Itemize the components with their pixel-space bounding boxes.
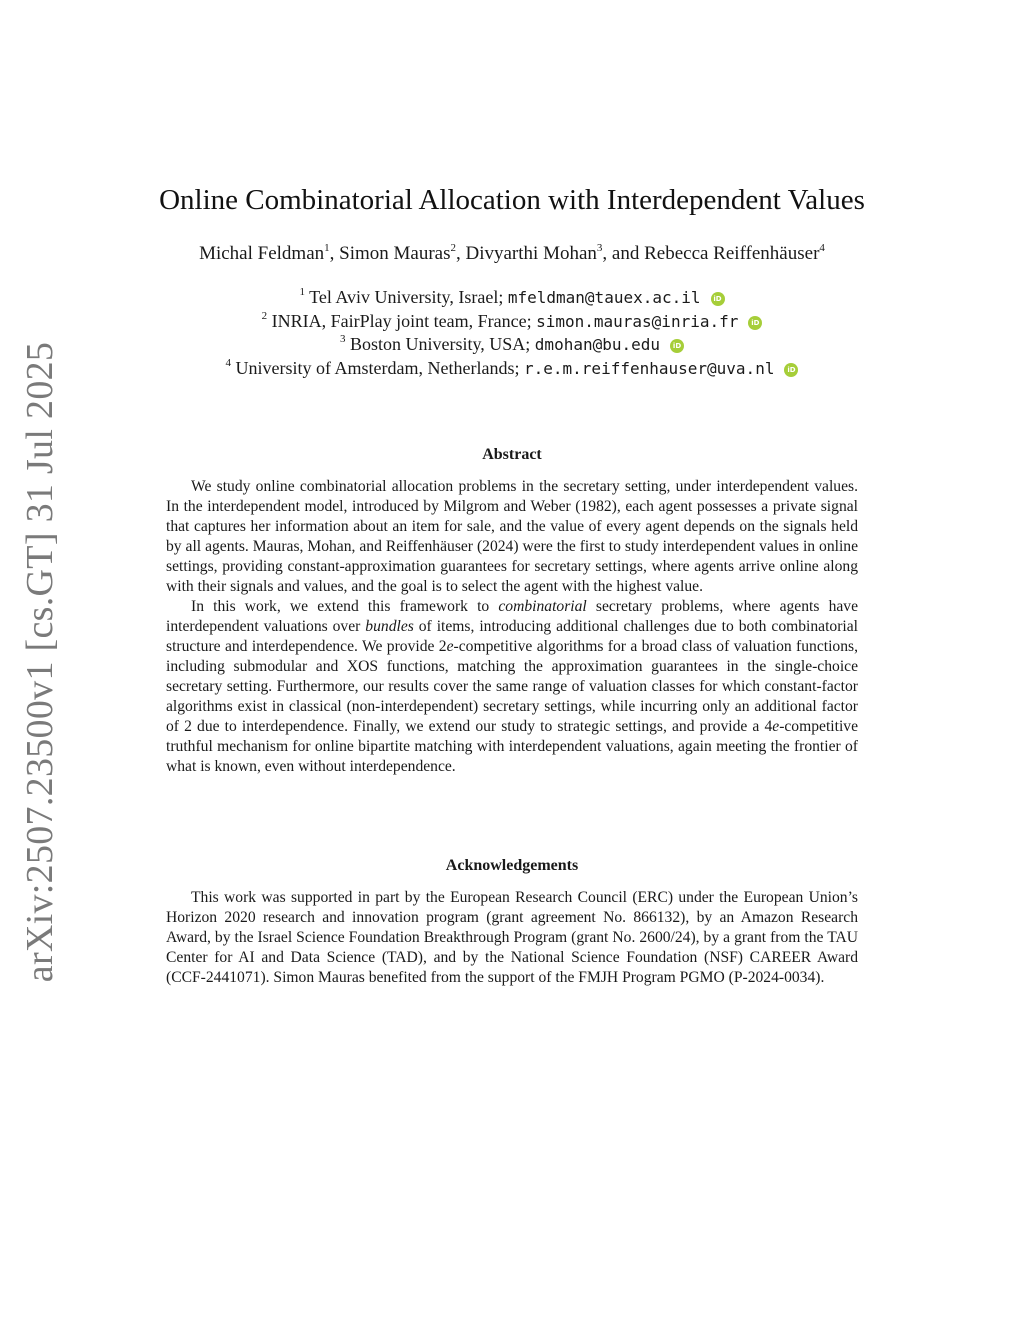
abstract-heading: Abstract <box>482 446 542 463</box>
affiliation-text: University of Amsterdam, Netherlands; <box>235 357 520 378</box>
math-e: e <box>446 638 454 655</box>
paper-title: Online Combinatorial Allocation with Interdependent Values <box>159 184 865 216</box>
abstract-text-run: of items, introducing additional challenges due to both combinatorial structure and interdependence. We provide 2 <box>166 618 859 655</box>
author-affil-mark: 2 <box>450 242 456 254</box>
affiliation-line <box>0 357 1024 381</box>
affiliation-mark: 4 <box>225 356 232 369</box>
affiliation-mark: 2 <box>261 309 268 322</box>
email-link[interactable]: r.e.m.reiffenhauser@uva.nl <box>524 358 775 378</box>
affiliation-line <box>0 310 1024 334</box>
affiliation-mark: 1 <box>299 286 305 298</box>
author-affil-mark: 3 <box>596 242 603 254</box>
email-link[interactable]: dmohan@bu.edu <box>534 335 661 354</box>
abstract-paragraph-1: We study online combinatorial allocation problems in the secretary setting, under interdependent values. In the interdependent model, introduced by Milgrom and Weber (1982), each agent possesses a private signal that captures her information about an item for sale, and the value of every agent depends on the signals held by all agents. Mauras, Mohan, and Reiffenhäuser (2024) were the first to study interdependent values in online settings, providing constant-approximation guarantees for secretary settings, where agents arrive online along with their signals and values, and the goal is to select the agent with the highest value. <box>166 478 858 595</box>
arxiv-stamp: arXiv:2507.23500v1 [cs.GT] 31 Jul 2025 <box>19 341 61 983</box>
orcid-icon[interactable]: iD <box>670 339 684 353</box>
acknowledgements-heading: Acknowledgements <box>445 857 579 874</box>
orcid-icon[interactable]: iD <box>748 316 762 330</box>
math-e: e <box>772 718 780 735</box>
author-name: Rebecca Reiffenhäuser <box>644 243 820 264</box>
author-name: Simon Mauras <box>339 243 451 264</box>
abstract-emphasis: combinatorial <box>498 598 587 615</box>
email-link[interactable]: simon.mauras@inria.fr <box>536 311 739 331</box>
author-name: Divyarthi Mohan <box>465 243 597 264</box>
affiliation-line <box>0 286 1024 310</box>
affiliation-mark: 3 <box>339 333 346 345</box>
orcid-icon[interactable]: iD <box>711 292 725 306</box>
abstract-emphasis: bundles <box>365 618 414 635</box>
author-separator: , <box>329 243 340 264</box>
acknowledgements-paragraph: This work was supported in part by the European Research Council (ERC) under the European Union’s Horizon 2020 research and innovation program (grant agreement No. 866132), by an Amazon Research Award, by the Israel Science Foundation Breakthrough Program (grant No. 2600/24), by a grant from the TAU Center for AI and Data Science (TAD), and by the National Science Foundation (NSF) CAREER Award (CCF-2441071). Simon Mauras benefited from the support of the FMJH Program PGMO (P-2024-0034). <box>166 889 858 986</box>
affiliation-text: Boston University, USA; <box>349 334 531 354</box>
author-list <box>0 243 1024 265</box>
abstract-text-run: -competitive algorithms for a broad class of valuation functions, including submodular and XOS functions, matching the approximation guarantees in the single-choice secretary setting. Furthermore, our results cover the same range of valuation classes for which constant-factor algorithms exist in classical (non-interdependent) secretary settings, while incurring only an additional factor of 2 due to interdependence. Finally, we extend our study to strategic settings, and provide a 4 <box>166 638 858 735</box>
author-affil-mark: 1 <box>324 242 330 254</box>
abstract-body <box>166 477 858 777</box>
author-name: Michal Feldman <box>199 243 325 264</box>
author-separator: , and <box>602 243 645 264</box>
abstract-paragraph-2 <box>166 597 858 777</box>
orcid-icon[interactable]: iD <box>784 363 798 377</box>
abstract-text-run: -competitive truthful mechanism for online bipartite matching with interdependent valuations, again meeting the frontier of what is known, even without interdependence. <box>166 718 858 775</box>
affiliation-list <box>0 286 1024 380</box>
author-separator: , <box>456 243 466 264</box>
email-link[interactable]: mfeldman@tauex.ac.il <box>507 288 701 307</box>
acknowledgements-body <box>166 888 858 988</box>
affiliation-text: INRIA, FairPlay joint team, France; <box>271 310 532 331</box>
abstract-text-run: secretary problems, where agents have interdependent valuations over <box>166 598 859 635</box>
affiliation-line <box>0 333 1024 357</box>
abstract-text-run: In this work, we extend this framework to <box>191 598 499 615</box>
affiliation-text: Tel Aviv University, Israel; <box>309 287 504 307</box>
author-affil-mark: 4 <box>819 242 825 254</box>
